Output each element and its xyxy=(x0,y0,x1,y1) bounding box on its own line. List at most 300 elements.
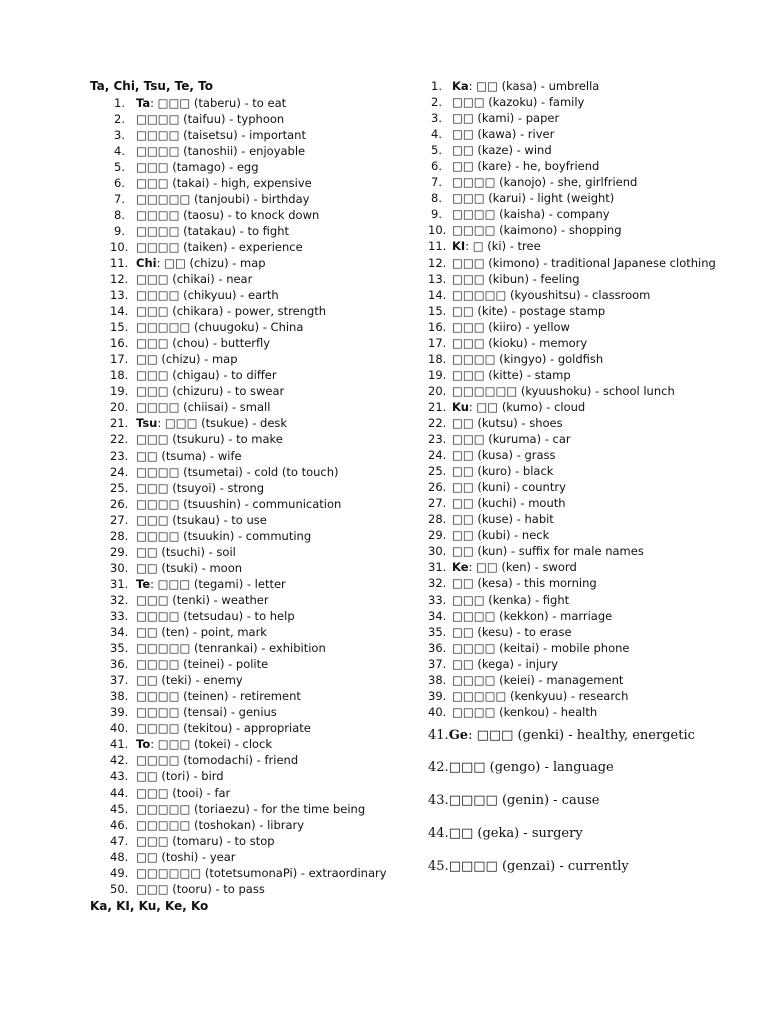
vocab-entry-text: □□ (kusa) - grass xyxy=(452,448,556,463)
list-item xyxy=(428,656,748,672)
vocab-entry-text: □□□□□ (tenrankai) - exhibition xyxy=(136,641,326,656)
list-item xyxy=(428,287,748,303)
item-number: 30. xyxy=(428,544,447,559)
vocab-entry-text: □□□ (karui) - light (weight) xyxy=(452,191,615,206)
item-number: 21. xyxy=(428,399,447,414)
item-number: 17. xyxy=(110,352,129,367)
vocab-entry-text: □□□□ (kaimono) - shopping xyxy=(452,223,622,238)
vocab-entry-text: □□□□ (keitai) - mobile phone xyxy=(452,640,630,655)
list-item xyxy=(428,431,748,447)
vocab-list-ta-to xyxy=(90,95,405,897)
list-item xyxy=(428,351,748,367)
vocab-entry-text: □□□□ (tatakau) - to fight xyxy=(136,223,289,238)
vocab-entry-text: □□ (kega) - injury xyxy=(452,656,558,671)
vocab-entry-text: □□□□□ (tanjoubi) - birthday xyxy=(136,191,310,206)
list-item xyxy=(90,849,405,865)
item-number: 7. xyxy=(114,191,125,206)
list-item xyxy=(428,222,748,238)
list-item xyxy=(90,399,405,415)
item-number: 4. xyxy=(431,127,442,142)
item-number: 8. xyxy=(114,207,125,222)
vocab-entry-text: □□□□ (tomodachi) - friend xyxy=(136,753,299,768)
list-item xyxy=(428,415,748,431)
list-item xyxy=(428,190,748,206)
list-item xyxy=(428,479,748,495)
item-number: 50. xyxy=(110,881,129,896)
list-item xyxy=(90,159,405,175)
kana-row-label: Ku xyxy=(452,399,469,414)
list-item xyxy=(428,704,748,720)
vocab-entry-text: □□□□□ (kenkyuu) - research xyxy=(452,688,629,703)
vocab-entry-text: □□ (tsuma) - wife xyxy=(136,448,242,463)
item-number: 12. xyxy=(428,255,447,270)
vocab-entry-text: □□□□ (tsumetai) - cold (to touch) xyxy=(136,464,339,479)
list-item xyxy=(428,94,748,110)
list-item xyxy=(428,271,748,287)
list-item xyxy=(428,255,748,271)
list-item xyxy=(90,127,405,143)
kana-row-label: KI xyxy=(452,239,466,254)
vocab-entry-text: □□□□ (kaisha) - company xyxy=(452,207,610,222)
list-item xyxy=(90,480,405,496)
list-item xyxy=(90,801,405,817)
list-item xyxy=(90,720,405,736)
item-number: 9. xyxy=(431,207,442,222)
list-item xyxy=(428,495,748,511)
item-number: 33. xyxy=(110,609,129,623)
item-number: 16. xyxy=(428,319,447,334)
vocab-entry-text: □□□ (kenka) - fight xyxy=(452,592,570,607)
item-number: 20. xyxy=(110,400,129,415)
list-item xyxy=(90,95,405,111)
item-number: 16. xyxy=(110,336,129,351)
vocab-entry-text: : □□□ (tokei) - clock xyxy=(150,737,273,752)
vocab-entry-text: □□□ (kimono) - traditional Japanese clothing xyxy=(452,255,716,270)
vocab-entry-text: □□□□ (teinen) - retirement xyxy=(136,689,301,704)
item-number: 15. xyxy=(110,320,129,335)
item-number: 23. xyxy=(110,448,129,463)
list-item xyxy=(90,431,405,447)
vocab-entry-text: □□ (geka) - surgery xyxy=(448,825,583,841)
list-item xyxy=(428,399,748,415)
item-number: 31. xyxy=(110,576,129,591)
vocab-entry-text: □□□□ (taisetsu) - important xyxy=(136,127,306,142)
list-item xyxy=(90,415,405,431)
list-item xyxy=(428,158,748,174)
vocab-entry-text: □□□□ (teinei) - polite xyxy=(136,657,269,672)
item-number: 29. xyxy=(110,544,129,559)
vocab-entry-text: □□ (kuro) - black xyxy=(452,464,554,479)
list-item xyxy=(428,792,748,810)
list-item xyxy=(90,833,405,849)
vocab-entry-text: □□□ (takai) - high, expensive xyxy=(136,175,312,190)
item-number: 38. xyxy=(110,689,129,704)
vocab-entry-text: □□□□ (kekkon) - marriage xyxy=(452,608,613,623)
vocab-entry-text: □□ (tsuchi) - soil xyxy=(136,544,236,559)
list-item xyxy=(428,825,748,843)
vocab-entry-text: □□□□ (kanojo) - she, girlfriend xyxy=(452,175,638,190)
vocab-entry-text: : □□□ (tegami) - letter xyxy=(150,576,286,591)
vocab-entry-text: □□□ (chikai) - near xyxy=(136,272,253,287)
list-item xyxy=(90,287,405,303)
item-number: 11. xyxy=(428,239,447,254)
vocab-entry-text: □□□□ (taifuu) - typhoon xyxy=(136,111,285,126)
list-item xyxy=(90,881,405,897)
item-number: 27. xyxy=(428,496,447,511)
vocab-entry-text: □□□□□ (toriaezu) - for the time being xyxy=(136,801,366,816)
list-item xyxy=(90,271,405,287)
item-number: 2. xyxy=(114,111,125,126)
list-item xyxy=(90,608,405,624)
vocab-entry-text: □□ (kubi) - neck xyxy=(452,528,550,543)
list-item xyxy=(90,303,405,319)
list-item xyxy=(90,335,405,351)
vocab-entry-text: □□□□ (chikyuu) - earth xyxy=(136,288,279,303)
item-number: 18. xyxy=(110,368,129,383)
list-item xyxy=(428,447,748,463)
section-heading-ta-to: Ta, Chi, Tsu, Te, To xyxy=(90,79,213,93)
item-number: 28. xyxy=(428,512,447,527)
item-number: 8. xyxy=(431,191,442,206)
kana-row-label: Ta xyxy=(136,95,151,110)
list-item xyxy=(428,672,748,688)
item-number: 44. xyxy=(428,825,449,841)
kana-row-label: Ge xyxy=(448,727,469,743)
vocab-entry-text: □□ (tori) - bird xyxy=(136,769,224,784)
left-column xyxy=(90,78,405,914)
list-item xyxy=(428,110,748,126)
vocab-entry-text: □□□ (kazoku) - family xyxy=(452,95,585,110)
vocab-entry-text: □□□□ (taiken) - experience xyxy=(136,239,303,254)
right-column xyxy=(428,78,748,891)
list-item xyxy=(90,544,405,560)
item-number: 3. xyxy=(114,127,125,142)
vocab-entry-text: □□□ (kiiro) - yellow xyxy=(452,319,570,334)
kana-row-label: Ka xyxy=(452,79,469,93)
item-number: 37. xyxy=(110,673,129,688)
item-number: 5. xyxy=(431,143,442,158)
vocab-entry-text: : □ (ki) - tree xyxy=(465,239,541,254)
list-item xyxy=(90,768,405,784)
item-number: 32. xyxy=(428,576,447,591)
vocab-entry-text: □□□□ (genin) - cause xyxy=(448,792,600,808)
vocab-entry-text: : □□ (kasa) - umbrella xyxy=(468,79,600,93)
item-number: 46. xyxy=(110,817,129,832)
list-item xyxy=(428,559,748,575)
item-number: 39. xyxy=(110,705,129,720)
list-item xyxy=(90,672,405,688)
item-number: 42. xyxy=(428,759,449,775)
item-number: 41. xyxy=(110,737,129,752)
item-number: 19. xyxy=(428,367,447,382)
item-number: 1. xyxy=(431,79,442,93)
item-number: 30. xyxy=(110,560,129,575)
list-item xyxy=(428,206,748,222)
vocab-entry-text: : □□□ (genki) - healthy, energetic xyxy=(468,727,695,743)
list-item xyxy=(90,319,405,335)
item-number: 22. xyxy=(110,432,129,447)
item-number: 12. xyxy=(110,272,129,287)
item-number: 36. xyxy=(428,640,447,655)
item-number: 11. xyxy=(110,255,129,270)
list-item xyxy=(90,223,405,239)
list-item xyxy=(428,527,748,543)
list-item xyxy=(90,624,405,640)
list-item xyxy=(90,351,405,367)
list-item xyxy=(90,576,405,592)
list-item xyxy=(428,238,748,254)
item-number: 42. xyxy=(110,753,129,768)
vocab-list-ge xyxy=(428,727,748,876)
item-number: 25. xyxy=(110,480,129,495)
vocab-entry-text: : □□ (kumo) - cloud xyxy=(468,399,586,414)
item-number: 31. xyxy=(428,560,447,575)
list-item xyxy=(428,592,748,608)
item-number: 13. xyxy=(428,271,447,286)
vocab-entry-text: □□ (toshi) - year xyxy=(136,849,236,864)
item-number: 43. xyxy=(428,792,449,808)
item-number: 39. xyxy=(428,688,447,703)
item-number: 17. xyxy=(428,335,447,350)
item-number: 25. xyxy=(428,464,447,479)
vocab-entry-text: : □□□ (taberu) - to eat xyxy=(150,95,287,110)
list-item xyxy=(90,464,405,480)
list-item xyxy=(90,512,405,528)
item-number: 20. xyxy=(428,383,447,398)
vocab-entry-text: □□ (kesu) - to erase xyxy=(452,624,572,639)
vocab-entry-text: □□□ (tsuyoi) - strong xyxy=(136,480,265,495)
vocab-entry-text: □□□ (tenki) - weather xyxy=(136,592,269,607)
item-number: 43. xyxy=(110,769,129,784)
item-number: 37. xyxy=(428,656,447,671)
vocab-entry-text: □□□ (chigau) - to differ xyxy=(136,368,277,383)
item-number: 40. xyxy=(428,704,447,719)
list-item xyxy=(428,174,748,190)
item-number: 1. xyxy=(114,95,125,110)
item-number: 26. xyxy=(110,496,129,511)
vocab-entry-text: □□□ (kibun) - feeling xyxy=(452,271,580,286)
vocab-entry-text: □□ (kun) - suffix for male names xyxy=(452,544,644,559)
list-item xyxy=(90,688,405,704)
vocab-list-ka-ko xyxy=(428,78,748,720)
vocab-entry-text: □□□ (tamago) - egg xyxy=(136,159,259,174)
list-item xyxy=(428,367,748,383)
list-item xyxy=(428,463,748,479)
vocab-entry-text: □□ (kuni) - country xyxy=(452,480,566,495)
list-item xyxy=(428,640,748,656)
item-number: 21. xyxy=(110,416,129,431)
vocab-entry-text: □□□□ (tetsudau) - to help xyxy=(136,609,295,623)
list-item xyxy=(428,511,748,527)
list-item xyxy=(428,383,748,399)
kana-row-label: Tsu xyxy=(136,416,158,431)
item-number: 7. xyxy=(431,175,442,190)
item-number: 33. xyxy=(428,592,447,607)
vocab-entry-text: □□□□ (chiisai) - small xyxy=(136,400,271,415)
item-number: 47. xyxy=(110,833,129,848)
vocab-entry-text: □□ (kuse) - habit xyxy=(452,512,554,527)
vocab-entry-text: □□ (kaze) - wind xyxy=(452,143,552,158)
item-number: 34. xyxy=(110,625,129,640)
list-item xyxy=(428,608,748,624)
item-number: 6. xyxy=(431,159,442,174)
vocab-entry-text: □□□ (tomaru) - to stop xyxy=(136,833,275,848)
vocab-entry-text: □□ (kite) - postage stamp xyxy=(452,303,606,318)
item-number: 45. xyxy=(428,858,449,874)
list-item xyxy=(90,785,405,801)
vocab-entry-text: □□ (kare) - he, boyfriend xyxy=(452,159,600,174)
list-item xyxy=(428,759,748,777)
vocab-entry-text: □□□ (chikara) - power, strength xyxy=(136,304,327,319)
vocab-entry-text: □□ (kutsu) - shoes xyxy=(452,415,563,430)
vocab-entry-text: : □□ (ken) - sword xyxy=(468,560,577,575)
vocab-entry-text: □□□□ (kenkou) - health xyxy=(452,704,598,719)
list-item xyxy=(428,78,748,94)
item-number: 3. xyxy=(431,111,442,126)
item-number: 29. xyxy=(428,528,447,543)
vocab-entry-text: □□□□ (keiei) - management xyxy=(452,672,624,687)
item-number: 24. xyxy=(428,448,447,463)
list-item xyxy=(428,126,748,142)
vocab-entry-text: □□□□ (tsuushin) - communication xyxy=(136,496,342,511)
item-number: 24. xyxy=(110,464,129,479)
list-item xyxy=(90,255,405,271)
item-number: 15. xyxy=(428,303,447,318)
list-item xyxy=(428,142,748,158)
vocab-entry-text: □□ (kami) - paper xyxy=(452,111,560,126)
vocab-entry-text: □□ (tsuki) - moon xyxy=(136,560,243,575)
item-number: 13. xyxy=(110,288,129,303)
item-number: 41. xyxy=(428,727,449,743)
item-number: 14. xyxy=(110,304,129,319)
item-number: 10. xyxy=(428,223,447,238)
vocab-entry-text: □□□□ (tekitou) - appropriate xyxy=(136,721,311,736)
vocab-entry-text: □□ (chizu) - map xyxy=(136,352,238,367)
section-heading-ka-ko: Ka, KI, Ku, Ke, Ko xyxy=(90,898,209,913)
vocab-entry-text: □□□ (gengo) - language xyxy=(448,759,614,775)
vocab-entry-text: □□ (teki) - enemy xyxy=(136,673,243,688)
item-number: 26. xyxy=(428,480,447,495)
vocab-entry-text: : □□ (chizu) - map xyxy=(156,255,266,270)
item-number: 35. xyxy=(428,624,447,639)
vocab-entry-text: □□□ (kuruma) - car xyxy=(452,432,571,447)
list-item xyxy=(90,143,405,159)
vocab-entry-text: □□□□ (tsuukin) - commuting xyxy=(136,528,312,543)
item-number: 4. xyxy=(114,143,125,158)
vocab-entry-text: □□□□□□ (totetsumonaPi) - extraordinary xyxy=(136,865,387,880)
list-item xyxy=(428,575,748,591)
item-number: 14. xyxy=(428,287,447,302)
list-item xyxy=(428,727,748,745)
list-item xyxy=(428,303,748,319)
kana-row-label: Te xyxy=(136,576,151,591)
list-item xyxy=(90,704,405,720)
vocab-entry-text: □□ (kuchi) - mouth xyxy=(452,496,566,511)
list-item xyxy=(90,640,405,656)
item-number: 35. xyxy=(110,641,129,656)
item-number: 38. xyxy=(428,672,447,687)
item-number: 48. xyxy=(110,849,129,864)
list-item xyxy=(90,656,405,672)
kana-row-label: Ke xyxy=(452,560,469,575)
item-number: 10. xyxy=(110,239,129,254)
list-item xyxy=(428,688,748,704)
list-item xyxy=(428,543,748,559)
list-item xyxy=(90,175,405,191)
item-number: 18. xyxy=(428,351,447,366)
item-number: 45. xyxy=(110,801,129,816)
vocab-entry-text: □□□□ (tensai) - genius xyxy=(136,705,277,720)
vocab-entry-text: □□□□ (genzai) - currently xyxy=(448,858,629,874)
vocab-entry-text: □□ (kawa) - river xyxy=(452,127,555,142)
item-number: 6. xyxy=(114,175,125,190)
vocab-entry-text: □□□□ (tanoshii) - enjoyable xyxy=(136,143,306,158)
item-number: 44. xyxy=(110,785,129,800)
list-item xyxy=(90,592,405,608)
item-number: 36. xyxy=(110,657,129,672)
list-item xyxy=(90,752,405,768)
list-item xyxy=(90,817,405,833)
item-number: 19. xyxy=(110,384,129,399)
kana-row-label: Chi xyxy=(136,255,157,270)
item-number: 40. xyxy=(110,721,129,736)
item-number: 34. xyxy=(428,608,447,623)
item-number: 32. xyxy=(110,592,129,607)
vocab-entry-text: : □□□ (tsukue) - desk xyxy=(157,416,288,431)
vocab-entry-text: □□ (ten) - point, mark xyxy=(136,625,267,640)
list-item xyxy=(90,865,405,881)
list-item xyxy=(90,560,405,576)
vocab-entry-text: □□□ (kitte) - stamp xyxy=(452,367,571,382)
vocab-entry-text: □□□ (kioku) - memory xyxy=(452,335,588,350)
item-number: 23. xyxy=(428,432,447,447)
list-item xyxy=(90,111,405,127)
list-item xyxy=(428,319,748,335)
list-item xyxy=(90,383,405,399)
item-number: 28. xyxy=(110,528,129,543)
list-item xyxy=(90,496,405,512)
list-item xyxy=(428,335,748,351)
vocab-entry-text: □□□ (tooi) - far xyxy=(136,785,231,800)
list-item xyxy=(90,528,405,544)
vocab-entry-text: □□ (kesa) - this morning xyxy=(452,576,597,591)
list-item xyxy=(90,191,405,207)
vocab-entry-text: □□□ (chou) - butterfly xyxy=(136,336,271,351)
list-item xyxy=(90,448,405,464)
item-number: 27. xyxy=(110,512,129,527)
kana-row-label: To xyxy=(136,737,151,752)
list-item xyxy=(428,858,748,876)
item-number: 5. xyxy=(114,159,125,174)
vocab-entry-text: □□□□ (kingyo) - goldfish xyxy=(452,351,604,366)
vocab-entry-text: □□□□□ (toshokan) - library xyxy=(136,817,305,832)
list-item xyxy=(428,624,748,640)
list-item xyxy=(90,736,405,752)
item-number: 49. xyxy=(110,865,129,880)
vocab-entry-text: □□□ (tsukau) - to use xyxy=(136,512,267,527)
item-number: 22. xyxy=(428,415,447,430)
list-item xyxy=(90,239,405,255)
item-number: 2. xyxy=(431,95,442,110)
vocab-entry-text: □□□ (tsukuru) - to make xyxy=(136,432,283,447)
list-item xyxy=(90,207,405,223)
vocab-entry-text: □□□□□□ (kyuushoku) - school lunch xyxy=(452,383,675,398)
list-item xyxy=(90,367,405,383)
vocab-entry-text: □□□ (chizuru) - to swear xyxy=(136,384,285,399)
vocab-entry-text: □□□ (tooru) - to pass xyxy=(136,881,265,896)
vocab-entry-text: □□□□□ (kyoushitsu) - classroom xyxy=(452,287,651,302)
vocab-entry-text: □□□□□ (chuugoku) - China xyxy=(136,320,304,335)
